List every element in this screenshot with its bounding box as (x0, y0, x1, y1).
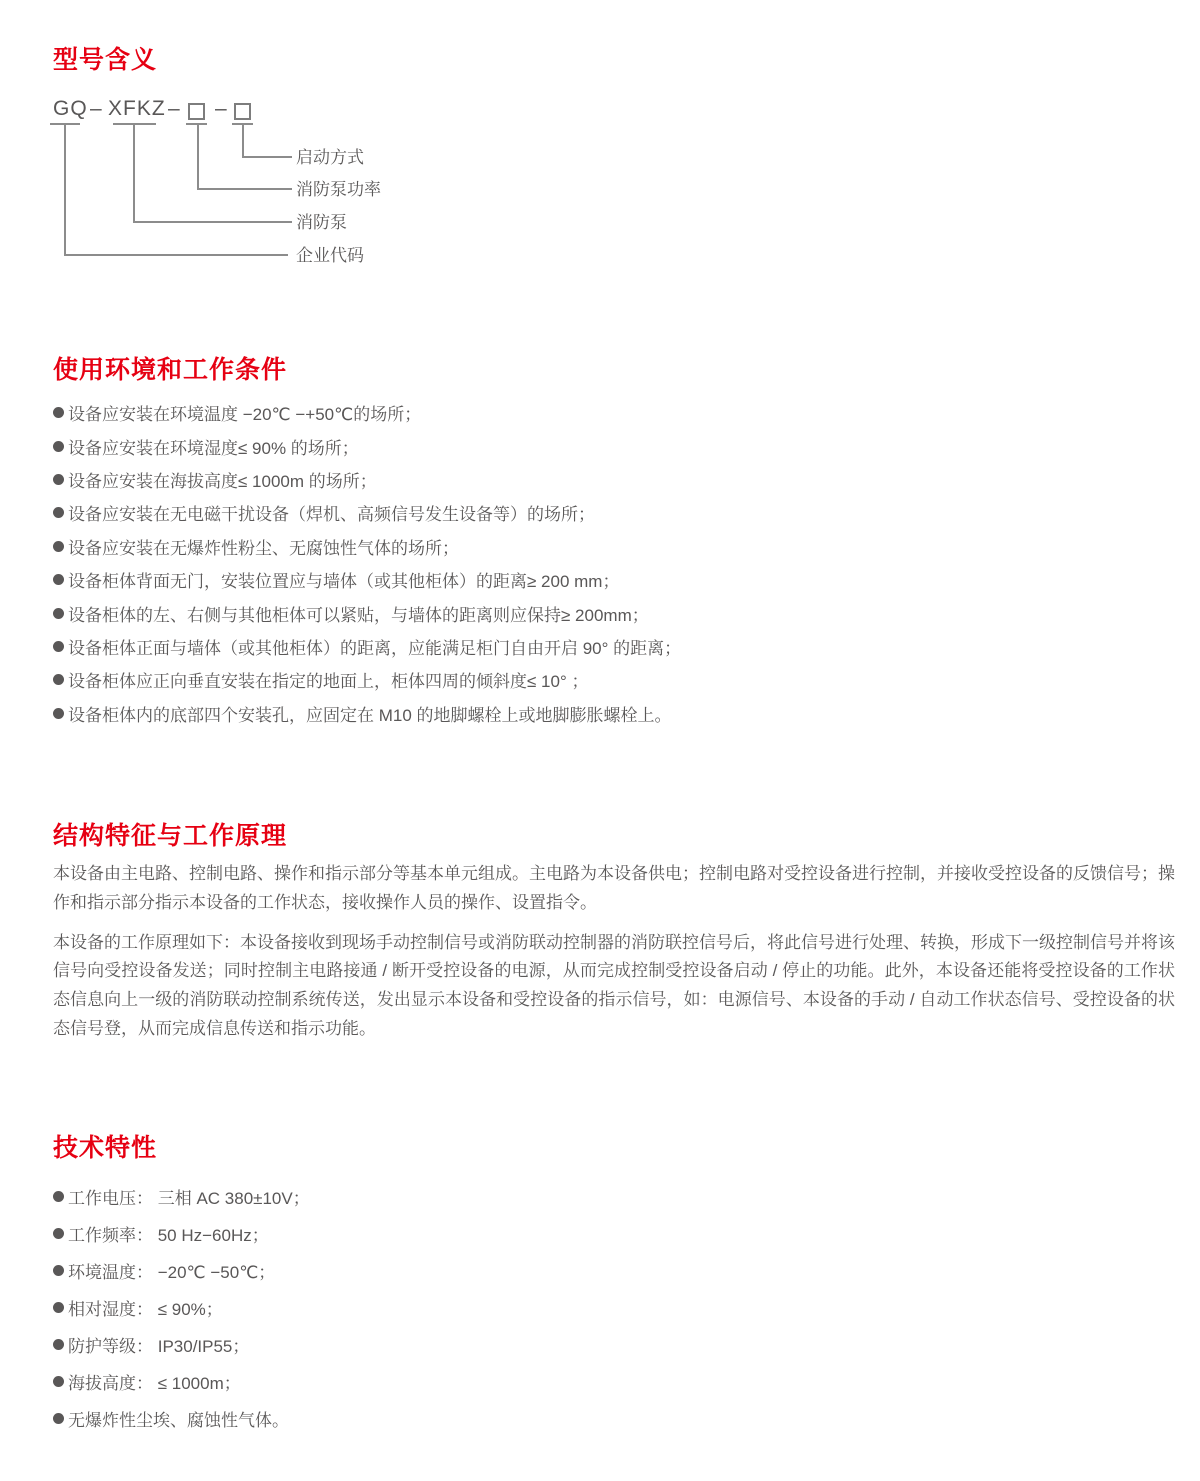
tech-specs-list (53, 1178, 310, 1437)
bullet-dot-icon (53, 1228, 64, 1239)
bullet-dot-icon (53, 474, 64, 485)
connector-line (64, 254, 288, 256)
paragraph: 本设备由主电路、控制电路、操作和指示部分等基本单元组成。主电路为本设备供电；控制电路对受控设备进行控制，并接收受控设备的反馈信号；操作和指示部分指示本设备的工作状态，接收操作人员的操作、设置指令。 (53, 864, 1175, 912)
list-item-text: 环境温度： −20℃ −50℃； (68, 1263, 276, 1282)
list-item-text: 防护等级： IP30/IP55； (68, 1337, 250, 1356)
list-item-text: 设备柜体正面与墙体（或其他柜体）的距离，应能满足柜门自由开启 90° 的距离； (68, 638, 682, 658)
list-item (53, 530, 681, 563)
list-item (53, 596, 681, 629)
bullet-dot-icon (53, 608, 64, 619)
list-item (53, 1252, 310, 1289)
list-item-text: 工作电压： 三相 AC 380±10V； (68, 1189, 310, 1208)
list-item-text: 设备柜体的左、右侧与其他柜体可以紧贴，与墙体的距离则应保持≥ 200mm； (68, 605, 649, 625)
list-item (53, 1326, 310, 1363)
list-item-text: 无爆炸性尘埃、腐蚀性气体。 (68, 1411, 289, 1430)
list-item-text: 工作频率： 50 Hz−60Hz； (68, 1226, 269, 1245)
bullet-dot-icon (53, 674, 64, 685)
connector-line (197, 123, 199, 190)
model-code-company: GQ (53, 97, 88, 120)
diagram-label-pump-power: 消防泵功率 (296, 180, 381, 199)
bullet-dot-icon (53, 1376, 64, 1387)
list-item (53, 630, 681, 663)
list-item (53, 429, 681, 462)
bullet-dot-icon (53, 1302, 64, 1313)
struct-section-title: 结构特征与工作原理 (53, 822, 288, 850)
list-item-text: 设备应安装在无电磁干扰设备（焊机、高频信号发生设备等）的场所； (68, 505, 595, 525)
connector-line (133, 221, 292, 223)
connector-line (242, 123, 244, 158)
list-item (53, 1363, 310, 1400)
diagram-label-fire-pump: 消防泵 (296, 213, 347, 232)
model-code-product: XFKZ (108, 97, 166, 120)
list-item (53, 1215, 310, 1252)
model-code-dash: – (168, 97, 180, 120)
model-code-dash: – (215, 97, 227, 120)
env-section-title: 使用环境和工作条件 (53, 356, 288, 384)
list-item (53, 1178, 310, 1215)
bullet-dot-icon (53, 574, 64, 585)
list-item (53, 663, 681, 696)
list-item (53, 396, 681, 429)
list-item (53, 697, 681, 730)
model-code-diagram (53, 96, 613, 276)
paragraph: 本设备的工作原理如下：本设备接收到现场手动控制信号或消防联动控制器的消防联控信号后，将此信号进行处理、转换，形成下一级控制信号并将该信号向受控设备发送；同时控制主电路接通 / 断开受控设备的电源，从而完成控制受控设备启动 / 停止的功能。此外，本设备还能将受控设备的工作状态信息向上一级的消防联动控制系统传送，发出显示本设备和受控设备的指示信号，如：电源信号、本设备的手动 / 自动工作状态信号、受控设备的状态信号登，从而完成信息传送和指示功能。 (53, 932, 1175, 1038)
list-item (53, 1400, 310, 1437)
list-item-text: 设备应安装在海拔高度≤ 1000m 的场所； (68, 471, 377, 491)
diagram-label-company-code: 企业代码 (296, 246, 364, 265)
bullet-dot-icon (53, 1265, 64, 1276)
bullet-dot-icon (53, 441, 64, 452)
bullet-dot-icon (53, 641, 64, 652)
bullet-dot-icon (53, 541, 64, 552)
tech-section-title: 技术特性 (53, 1134, 158, 1162)
placeholder-box (234, 103, 251, 120)
list-item-text: 设备应安装在无爆炸性粉尘、无腐蚀性气体的场所； (68, 538, 459, 558)
list-item-text: 设备应安装在环境湿度≤ 90% 的场所； (68, 438, 359, 458)
placeholder-box (188, 103, 205, 120)
env-conditions-list (53, 396, 681, 730)
bullet-dot-icon (53, 1191, 64, 1202)
list-item-text: 设备柜体内的底部四个安装孔，应固定在 M10 的地脚螺栓上或地脚膨胀螺栓上。 (68, 705, 672, 725)
bullet-dot-icon (53, 1339, 64, 1350)
bullet-dot-icon (53, 708, 64, 719)
bullet-dot-icon (53, 407, 64, 418)
list-item (53, 563, 681, 596)
list-item-text: 设备柜体背面无门，安装位置应与墙体（或其他柜体）的距离≥ 200 mm； (68, 572, 620, 592)
model-section-title: 型号含义 (53, 46, 158, 74)
connector-line (242, 156, 292, 158)
bullet-dot-icon (53, 1413, 64, 1424)
model-code-dash: – (90, 97, 102, 120)
list-item (53, 1289, 310, 1326)
struct-paragraphs (53, 860, 1175, 1055)
list-item-text: 设备应安装在环境温度 −20℃ −+50℃的场所； (68, 405, 422, 425)
list-item (53, 496, 681, 529)
diagram-label-start-mode: 启动方式 (296, 148, 364, 167)
list-item-text: 相对湿度： ≤ 90%； (68, 1300, 223, 1319)
list-item (53, 463, 681, 496)
bullet-dot-icon (53, 507, 64, 518)
list-item-text: 设备柜体应正向垂直安装在指定的地面上，柜体四周的倾斜度≤ 10° ； (68, 672, 589, 692)
connector-line (64, 123, 66, 256)
connector-line (133, 123, 135, 223)
connector-line (197, 188, 292, 190)
list-item-text: 海拔高度： ≤ 1000m； (68, 1374, 241, 1393)
